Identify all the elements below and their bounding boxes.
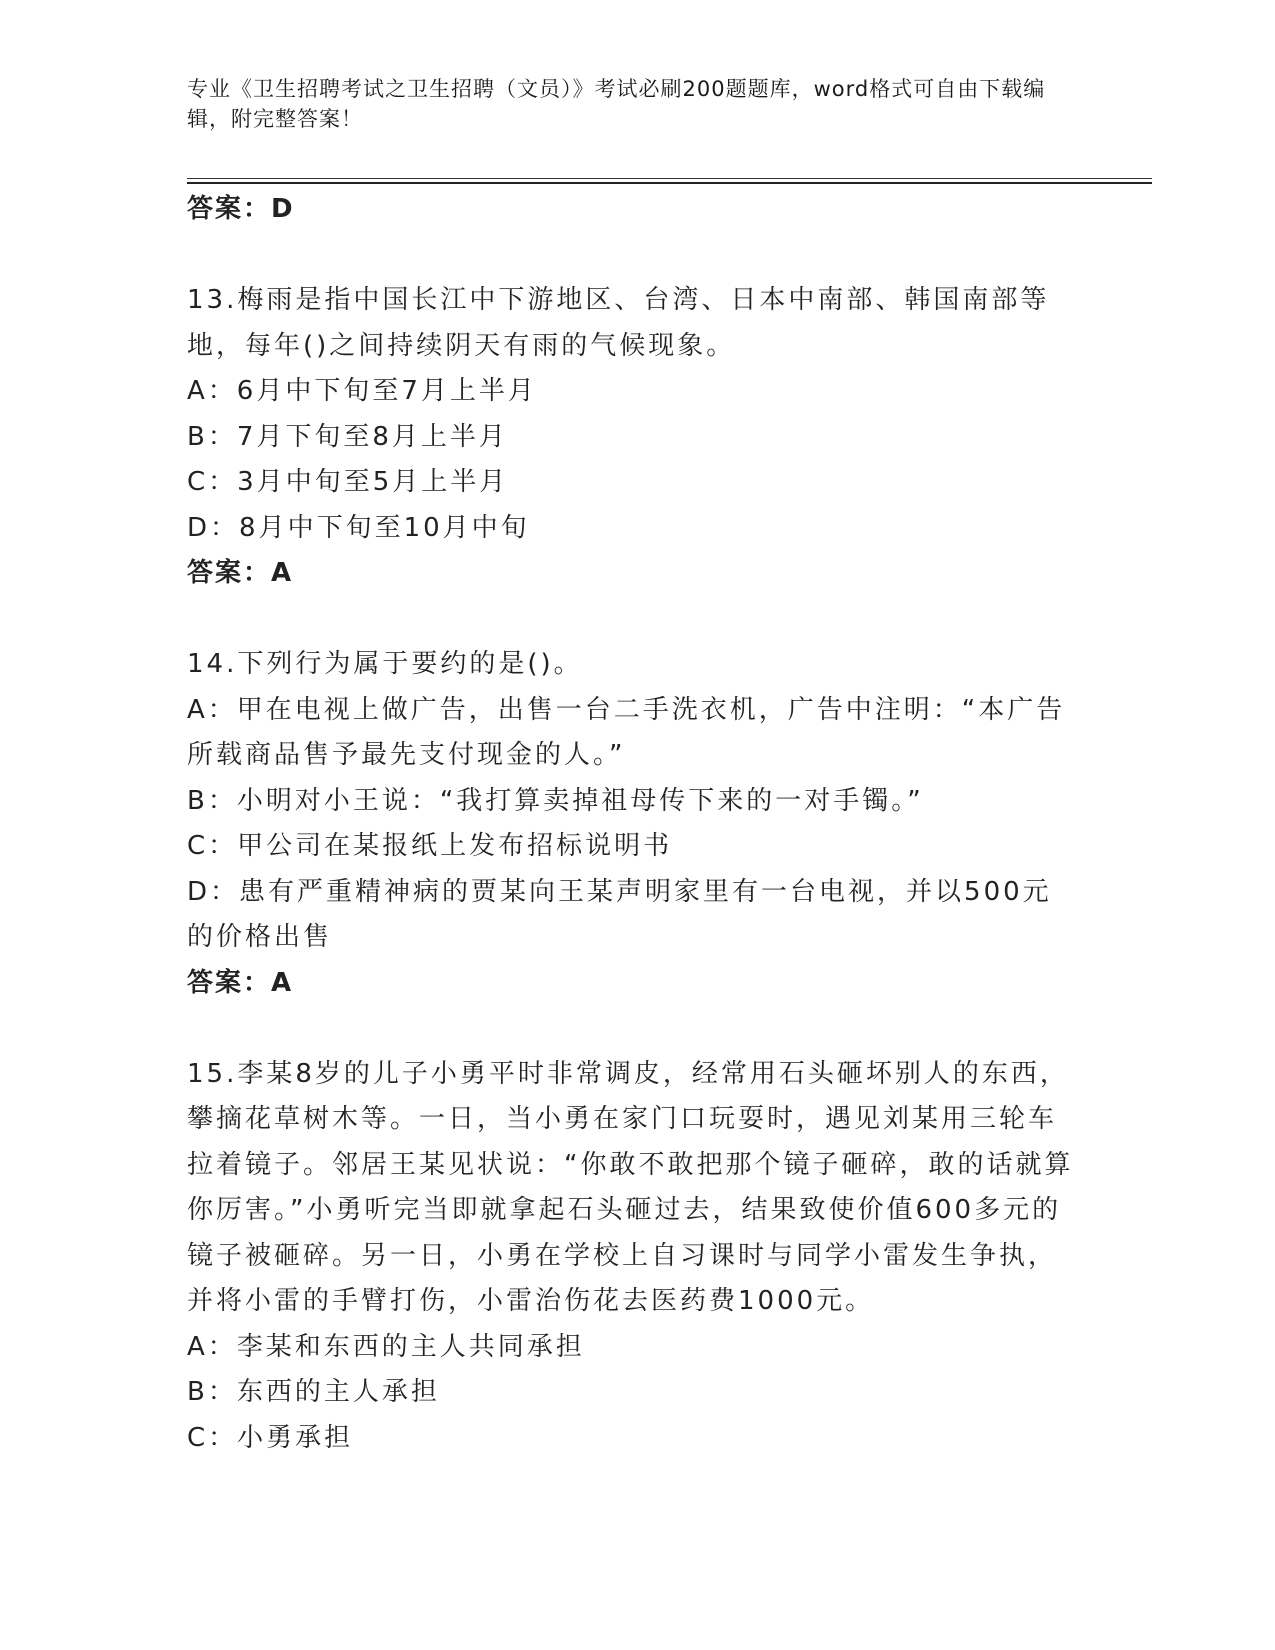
question-15-option-a: A：李某和东西的主人共同承担 [187, 1331, 585, 1362]
header-divider-thick [187, 182, 1152, 184]
question-14-option-d: D：患有严重精神病的贾某向王某声明家里有一台电视，并以500元的价格出售 [187, 876, 1052, 952]
spacer [187, 597, 1077, 643]
question-14-stem: 14.下列行为属于要约的是()。 [187, 649, 583, 679]
question-13-stem: 13.梅雨是指中国长江中下游地区、台湾、日本中南部、韩国南部等地，每年()之间持续阴天有雨的气候现象。 [187, 285, 1050, 361]
question-15-stem: 15.李某8岁的儿子小勇平时非常调皮，经常用石头砸坏别人的东西，攀摘花草树木等。一日，当小勇在家门口玩耍时，遇见刘某用三轮车拉着镜子。邻居王某见状说：“你敢不敢把那个镜子砸碎，敢的话就算你厉害。”小勇听完当即就拿起石头砸过去，结果致使价值600多元的镜子被砸碎。另一日，小勇在学校上自习课时与同学小雷发生争执，并将小雷的手臂打伤，小雷治伤花去医药费1000元。 [187, 1058, 1074, 1316]
question-14-option-b: B：小明对小王说：“我打算卖掉祖母传下来的一对手镯。” [187, 785, 924, 816]
question-14-answer: 答案：A [187, 967, 294, 998]
question-13-answer: 答案：A [187, 558, 294, 588]
previous-answer: 答案：D [187, 194, 295, 224]
question-13-option-b: B：7月下旬至8月上半月 [187, 421, 508, 452]
spacer [187, 1006, 1077, 1052]
question-14-option-c: C：甲公司在某报纸上发布招标说明书 [187, 831, 673, 861]
question-13-option-d: D：8月中下旬至10月中旬 [187, 512, 530, 543]
question-15-option-c: C：小勇承担 [187, 1422, 354, 1453]
question-15-option-b: B：东西的主人承担 [187, 1377, 440, 1407]
spacer [187, 233, 1077, 279]
question-13-option-a: A：6月中下旬至7月上半月 [187, 376, 537, 406]
header-divider-thin [187, 178, 1152, 179]
document-header: 专业《卫生招聘考试之卫生招聘（文员）》考试必刷200题题库，word格式可自由下载编辑，附完整答案！ [187, 77, 1046, 131]
question-content [187, 187, 1077, 1461]
question-13-option-c: C：3月中旬至5月上半月 [187, 467, 509, 497]
question-14-option-a: A：甲在电视上做广告，出售一台二手洗衣机，广告中注明：“本广告所载商品售予最先支付现金的人。” [187, 694, 1066, 770]
